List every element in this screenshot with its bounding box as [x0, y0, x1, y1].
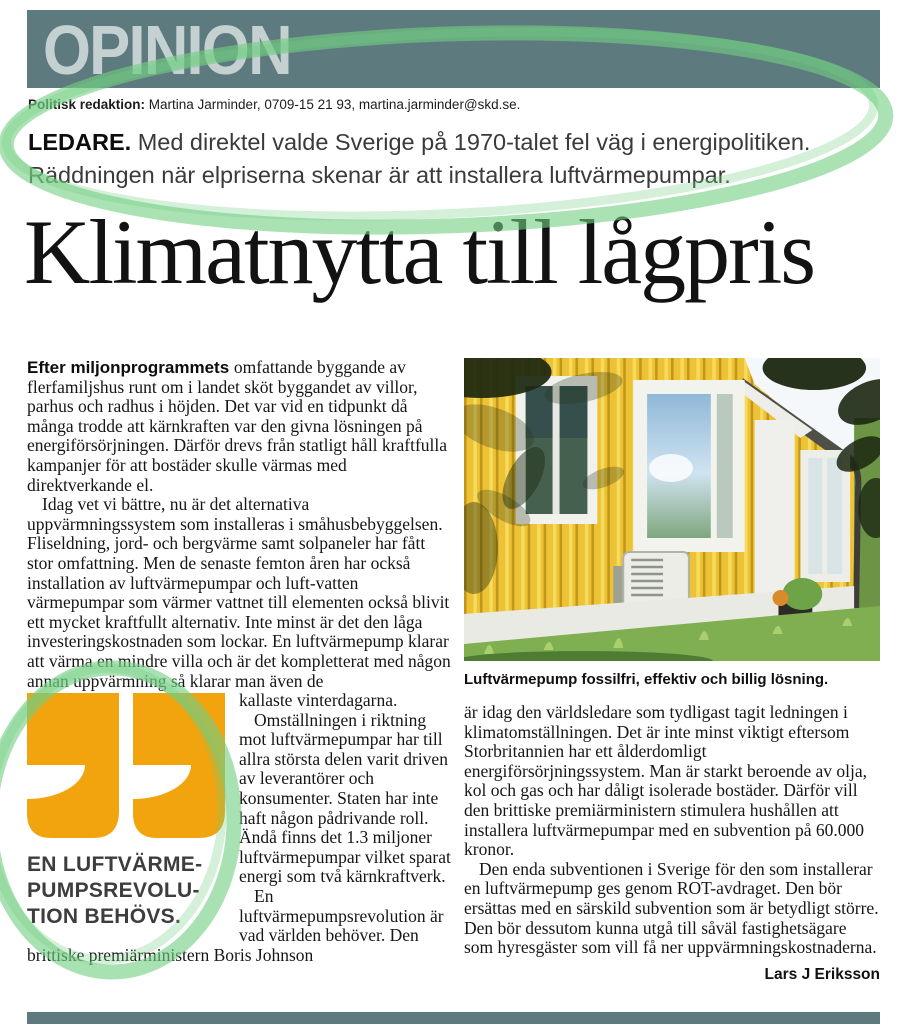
- pull-quote-line: EN LUFTVÄRME-: [27, 853, 203, 877]
- contact-info: Martina Jarminder, 0709-15 21 93, martina.jarminder@skd.se.: [148, 97, 521, 112]
- bottom-bar: [27, 1012, 880, 1024]
- paragraph-text: omfattande byggande av flerfamiljshus runt om i landet sköt byggandet av villor, parhus och radhus i höjden. Det var vid en tidpunkt då många trodde att kärnkraften var den givna lösningen på energiförsörjningen. Därför drevs från statligt håll kraftfulla kampanjer för att bostäder skulle värmas med direktverkande el.: [27, 357, 448, 495]
- body-paragraph-2-continued: kallaste vinterdagarna.: [239, 690, 398, 711]
- bay-window: [633, 380, 744, 552]
- right-column: [464, 358, 880, 984]
- quote-marks-icon: [27, 693, 225, 838]
- headline: Klimatnytta till lågpris: [24, 201, 815, 303]
- pull-quote: [27, 693, 229, 930]
- section-title: OPINION: [43, 11, 291, 89]
- kicker-label: LEDARE.: [28, 129, 138, 155]
- body-paragraph-1: [27, 358, 452, 495]
- editor-contact-line: [28, 97, 520, 112]
- ledare-kicker: [28, 126, 876, 192]
- pull-quote-text: [27, 852, 229, 930]
- contact-label: Politisk redaktion:: [28, 97, 149, 112]
- body-paragraph-5: är idag den världsledare som tydligast tagit ledningen i klimatomställningen. Det är inte minst viktigt eftersom Storbritannien har ett ålderdomligt energiförsörjningssystem. Man är starkt beroende av olja, kol och gas och har dåligt isolerade bostäder. Därför vill den brittiske premiärministern stimulera hushållen att installera luftvärmepumpar med en subvention på 60.000 kronor.: [464, 702, 868, 860]
- house-photo-illustration: [464, 358, 880, 661]
- body-paragraph-3: Omställningen i riktning mot luftvärmepumpar har till allra största delen varit driven av leverantörer och konsumenter. Staten har inte haft någon pådrivande roll. Ändå finns det 1.3 miljoner luftvärmepumpar vilket sparat energi som två kärnkraftverk.: [239, 709, 451, 887]
- pull-quote-line: TION BEHÖVS.: [27, 905, 182, 929]
- body-paragraph-2: Idag vet vi bättre, nu är det alternativa uppvärmningssystem som installeras i småhusbebyggelsen. Fliseldning, jord- och bergvärme samt solpaneler har fått stor omfattning. Men de senaste femton åren har också installation av luftvärmepumpar och luft-vatten värmepumpar som värmer vattnet till elementen också blivit ett mycket kraftfullt alternativ. Inte minst är det den låga investeringskostnaden som lockar. En luftvärmepump klarar att värma en mindre villa och är det kompletterat med någon annan uppvärmning så klarar man även de: [27, 494, 451, 691]
- section-header-bar: [27, 10, 880, 88]
- body-paragraph-6: Den enda subventionen i Sverige för den som installerar en luftvärmepump ges genom ROT-avdraget. Den bör ersättas med en särskild subvention som är betydligt större. Den bör dessutom kunna utgå till såväl fastighetsägare som hyresgäster som vill få ner uppvärmningskostnaderna.: [464, 858, 879, 958]
- body-paragraph-4: En luftvärmepumpsrevolution är vad världen behöver. Den brittiske premiärministern Boris Johnson: [27, 886, 444, 965]
- left-column: [27, 358, 452, 984]
- byline: Lars J Eriksson: [764, 965, 880, 983]
- article-photo: [464, 358, 880, 661]
- photo-caption: Luftvärmepump fossilfri, effektiv och billig lösning.: [464, 671, 829, 688]
- pull-quote-line: PUMPSREVOLU-: [27, 879, 200, 903]
- paragraph-lead-in: Efter miljonprogrammets: [27, 358, 234, 377]
- kicker-text: Med direktel valde Sverige på 1970-talet fel väg i energipolitiken. Räddningen när elpriserna skenar är att installera luftvärmepumpar.: [28, 129, 811, 188]
- article-body: [27, 358, 880, 984]
- quote-flow: [27, 691, 452, 965]
